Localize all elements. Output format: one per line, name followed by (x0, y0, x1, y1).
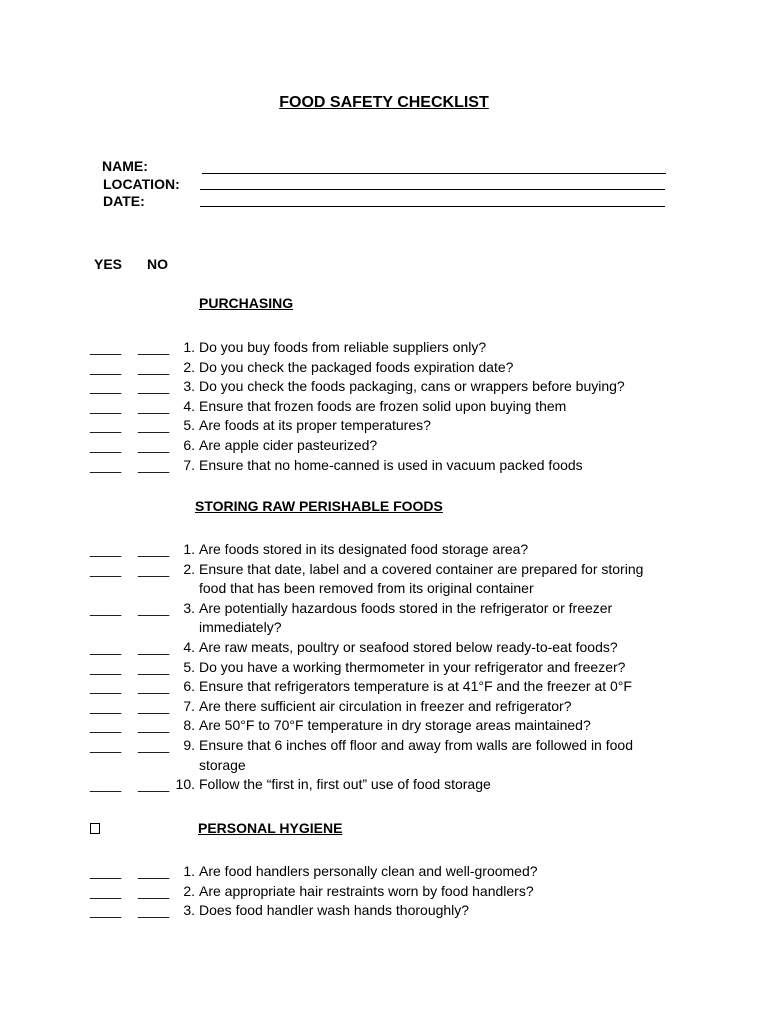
no-answer-blank[interactable]: ____ (138, 541, 170, 557)
question-number: 1. (183, 541, 195, 557)
no-answer-blank[interactable]: ____ (138, 658, 170, 675)
question-number: 10. (175, 776, 195, 793)
no-answer-blank[interactable]: ____ (138, 863, 170, 879)
yes-answer-blank[interactable]: ____ (90, 599, 122, 616)
question-number: 5. (183, 658, 195, 675)
section-heading-storing: STORING RAW PERISHABLE FOODS (195, 498, 443, 514)
question-number: 3. (183, 378, 195, 395)
no-answer-blank[interactable]: ____ (138, 456, 170, 473)
no-answer-blank[interactable]: ____ (138, 417, 170, 434)
yes-answer-blank[interactable]: ____ (90, 882, 122, 899)
yes-answer-blank[interactable]: ____ (90, 397, 122, 414)
no-answer-blank[interactable]: ____ (138, 599, 170, 616)
yes-answer-blank[interactable]: ____ (90, 560, 122, 577)
question-number: 2. (183, 560, 195, 577)
question-number: 2. (183, 358, 195, 375)
location-label: LOCATION: (103, 176, 180, 192)
question-text: storage (199, 756, 246, 773)
question-number: 4. (183, 639, 195, 655)
no-answer-blank[interactable]: ____ (138, 737, 170, 753)
yes-answer-blank[interactable]: ____ (90, 339, 122, 355)
no-answer-blank[interactable]: ____ (138, 339, 170, 355)
question-text: Are raw meats, poultry or seafood stored below ready-to-eat foods? (199, 639, 618, 655)
question-text: immediately? (199, 619, 282, 636)
yes-answer-blank[interactable]: ____ (90, 417, 122, 434)
no-answer-blank[interactable]: ____ (138, 560, 170, 577)
question-text: Does food handler wash hands thoroughly? (199, 902, 470, 919)
name-label: NAME: (102, 158, 148, 174)
question-text: Are appropriate hair restraints worn by food handlers? (199, 882, 534, 899)
question-text: Are 50°F to 70°F temperature in dry storage areas maintained? (199, 717, 591, 734)
yes-answer-blank[interactable]: ____ (90, 358, 122, 375)
no-answer-blank[interactable]: ____ (138, 882, 170, 899)
question-number: 2. (183, 882, 195, 899)
no-answer-blank[interactable]: ____ (138, 717, 170, 734)
yes-answer-blank[interactable]: ____ (90, 378, 122, 395)
name-field[interactable] (202, 173, 666, 174)
question-number: 1. (183, 339, 195, 355)
yes-answer-blank[interactable]: ____ (90, 639, 122, 655)
date-label: DATE: (103, 193, 145, 209)
yes-answer-blank[interactable]: ____ (90, 737, 122, 753)
question-text: Ensure that frozen foods are frozen solid upon buying them (199, 397, 567, 414)
yes-answer-blank[interactable]: ____ (90, 697, 122, 714)
no-answer-blank[interactable]: ____ (138, 437, 170, 453)
checkbox-icon[interactable] (90, 823, 100, 834)
no-answer-blank[interactable]: ____ (138, 358, 170, 375)
question-number: 1. (183, 863, 195, 879)
question-number: 5. (183, 417, 195, 434)
page-title: FOOD SAFETY CHECKLIST (279, 94, 489, 111)
no-answer-blank[interactable]: ____ (138, 678, 170, 695)
no-answer-blank[interactable]: ____ (138, 776, 170, 793)
question-number: 4. (183, 397, 195, 414)
yes-answer-blank[interactable]: ____ (90, 717, 122, 734)
question-text: Are foods at its proper temperatures? (199, 417, 431, 434)
yes-answer-blank[interactable]: ____ (90, 658, 122, 675)
question-text: Ensure that date, label and a covered container are prepared for storing (199, 560, 644, 577)
question-number: 8. (183, 717, 195, 734)
question-text: Ensure that 6 inches off floor and away from walls are followed in food (199, 737, 633, 753)
date-field[interactable] (200, 206, 665, 207)
question-number: 6. (183, 678, 195, 695)
question-number: 6. (183, 437, 195, 453)
yes-answer-blank[interactable]: ____ (90, 863, 122, 879)
section-heading-purchasing: PURCHASING (199, 295, 294, 311)
question-text: food that has been removed from its original container (199, 580, 534, 597)
question-number: 3. (183, 599, 195, 616)
no-answer-blank[interactable]: ____ (138, 902, 170, 919)
no-answer-blank[interactable]: ____ (138, 378, 170, 395)
no-column-header: NO (147, 256, 168, 272)
question-text: Are foods stored in its designated food storage area? (199, 541, 529, 557)
question-text: Do you check the packaged foods expiration date? (199, 358, 514, 375)
no-answer-blank[interactable]: ____ (138, 697, 170, 714)
yes-answer-blank[interactable]: ____ (90, 437, 122, 453)
question-text: Follow the “first in, first out” use of food storage (199, 776, 491, 793)
question-text: Are there sufficient air circulation in freezer and refrigerator? (199, 697, 572, 714)
yes-answer-blank[interactable]: ____ (90, 902, 122, 919)
question-number: 7. (183, 456, 195, 473)
section-heading-personal-hygiene: PERSONAL HYGIENE (198, 820, 343, 836)
no-answer-blank[interactable]: ____ (138, 397, 170, 414)
no-answer-blank[interactable]: ____ (138, 639, 170, 655)
question-text: Are apple cider pasteurized? (199, 437, 378, 453)
question-text: Are food handlers personally clean and well-groomed? (199, 863, 538, 879)
yes-answer-blank[interactable]: ____ (90, 678, 122, 695)
location-field[interactable] (200, 189, 665, 190)
question-text: Ensure that no home-canned is used in vacuum packed foods (199, 456, 583, 473)
yes-answer-blank[interactable]: ____ (90, 541, 122, 557)
question-number: 3. (183, 902, 195, 919)
question-number: 7. (183, 697, 195, 714)
yes-answer-blank[interactable]: ____ (90, 456, 122, 473)
question-text: Ensure that refrigerators temperature is at 41°F and the freezer at 0°F (199, 678, 632, 695)
question-text: Do you have a working thermometer in your refrigerator and freezer? (199, 658, 626, 675)
question-text: Do you buy foods from reliable suppliers only? (199, 339, 487, 355)
question-text: Are potentially hazardous foods stored in the refrigerator or freezer (199, 599, 613, 616)
yes-column-header: YES (94, 256, 123, 272)
question-text: Do you check the foods packaging, cans or wrappers before buying? (199, 378, 625, 395)
yes-answer-blank[interactable]: ____ (90, 776, 122, 793)
question-number: 9. (183, 737, 195, 753)
